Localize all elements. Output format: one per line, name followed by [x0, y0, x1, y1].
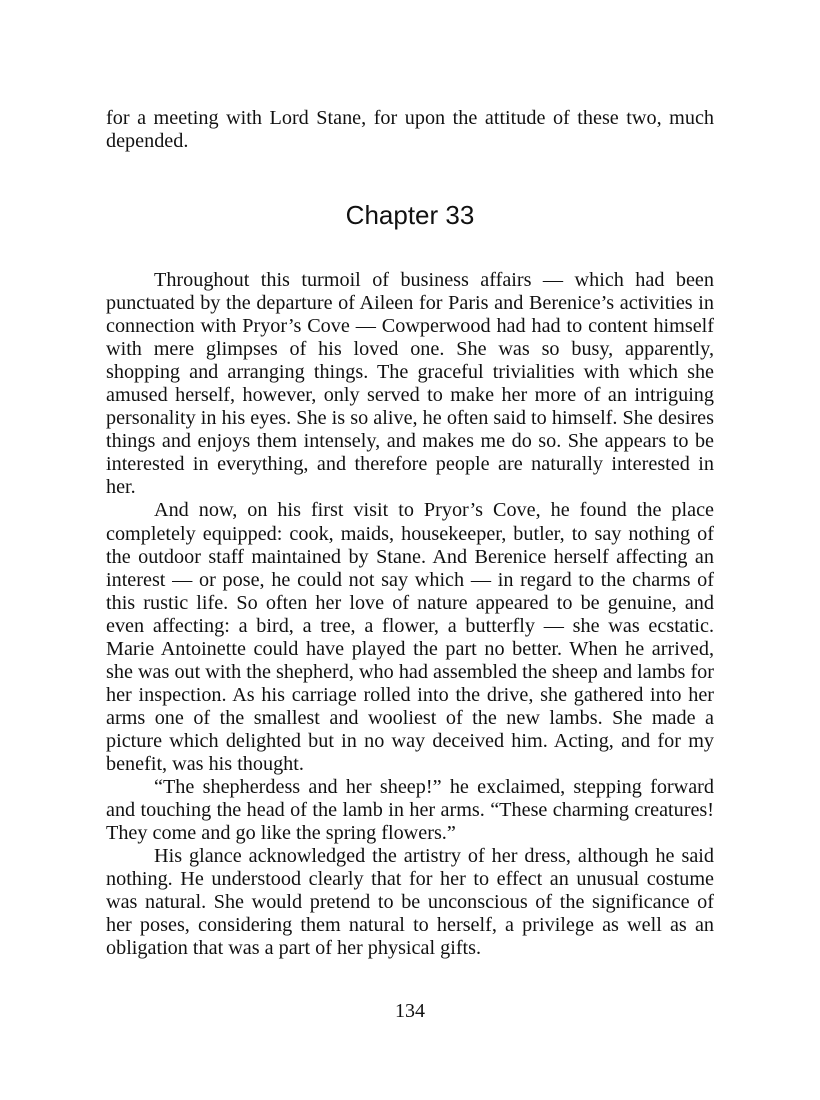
page-number: 134: [395, 1000, 425, 1022]
chapter-title: Chapter 33: [345, 200, 475, 230]
carryover-paragraph: for a meeting with Lord Stane, for upon the attitude of these two, much depended.: [106, 107, 714, 153]
carryover-text: [106, 107, 714, 153]
paragraph: And now, on his first visit to Pryor’s Cove, he found the place completely equipped: cook, maids, housekeeper, butler, to say nothing of the outdoor staff maintained by Stane. And Berenice herself affecting an interest — or pose, he could not say which — in regard to the charms of this rustic life. So often her love of nature appeared to be genuine, and even affecting: a bird, a tree, a flower, a butterfly — she was ecstatic. Marie Antoinette could have played the part no better. When he arrived, she was out with the shepherd, who had assembled the sheep and lambs for her inspection. As his carriage rolled into the drive, she gathered into her arms one of the smallest and wooliest of the new lambs. She made a picture which delighted but in no way deceived him. Acting, and for my benefit, was his thought.: [106, 499, 714, 775]
paragraph: His glance acknowledged the artistry of her dress, although he said nothing. He understood clearly that for her to effect an unusual costume was natural. She would pretend to be unconscious of the significance of her poses, considering them natural to herself, a privilege as well as an obligation that was a part of her physical gifts.: [106, 845, 714, 960]
chapter-body: [106, 269, 714, 960]
paragraph: “The shepherdess and her sheep!” he exclaimed, stepping forward and touching the head of the lamb in her arms. “These charming creatures! They come and go like the spring flowers.”: [106, 776, 714, 845]
paragraph: Throughout this turmoil of business affairs — which had been punctuated by the departure of Aileen for Paris and Berenice’s activities in connection with Pryor’s Cove — Cowperwood had had to content himself with mere glimpses of his loved one. She was so busy, apparently, shopping and arranging things. The graceful trivialities with which she amused herself, however, only served to make her more of an intriguing personality in his eyes. She is so alive, he often said to himself. She desires things and enjoys them intensely, and makes me do so. She appears to be interested in everything, and therefore people are naturally interested in her.: [106, 269, 714, 499]
